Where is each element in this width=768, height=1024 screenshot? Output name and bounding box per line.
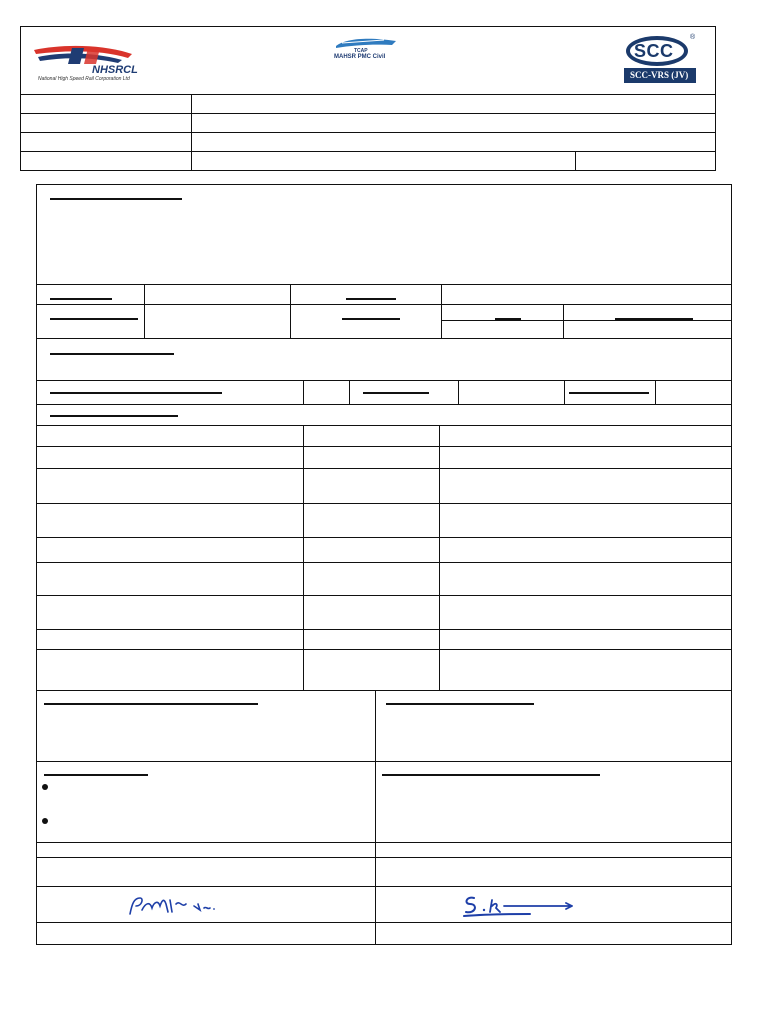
field-label-underline [50, 298, 112, 300]
section-heading-underline [44, 703, 258, 705]
checklist-row-divider [36, 503, 732, 504]
col-divider [144, 284, 145, 338]
row-divider [441, 320, 732, 321]
field-label-underline [346, 298, 396, 300]
header-divider [20, 94, 716, 95]
scc-logo-caption: SCC-VRS (JV) [630, 70, 689, 80]
signature-right [460, 892, 580, 920]
col-divider [458, 380, 459, 404]
col-divider [441, 284, 442, 338]
signature-left [124, 890, 224, 920]
checklist-row-divider [36, 595, 732, 596]
nhsrcl-logo-name: NHSRCL [92, 64, 138, 76]
section-heading-underline [50, 198, 182, 200]
field-label-underline [615, 318, 693, 320]
field-label-underline [50, 392, 222, 394]
row-divider [36, 857, 732, 858]
checklist-row-divider [36, 446, 732, 447]
field-label-underline [569, 392, 649, 394]
section-heading-underline [50, 353, 174, 355]
bullet-point [42, 784, 48, 790]
row-divider [36, 922, 732, 923]
header-col-divider-last-row [575, 151, 576, 171]
registered-mark-icon: ® [690, 34, 696, 41]
col-divider [303, 380, 304, 404]
handwritten-signature [460, 892, 580, 920]
checklist-row-divider [36, 562, 732, 563]
scc-logo [622, 34, 698, 86]
header-col-divider [191, 94, 192, 171]
col-divider [290, 284, 291, 338]
header-row-divider-1 [20, 113, 716, 114]
row-divider [36, 842, 732, 843]
col-divider [655, 380, 656, 404]
checklist-row-divider [36, 649, 732, 650]
handwritten-signature [124, 890, 224, 920]
section-heading-underline [386, 703, 534, 705]
row-divider [36, 380, 732, 381]
section-heading-underline [44, 774, 148, 776]
row-divider [36, 404, 732, 405]
tcap-logo-line2: MAHSR PMC Civil [334, 54, 386, 60]
col-divider [349, 380, 350, 404]
col-divider [563, 304, 564, 338]
checklist-row-divider [36, 425, 732, 426]
tcap-logo [330, 36, 402, 64]
checklist-row-divider [36, 537, 732, 538]
row-divider [36, 761, 732, 762]
scc-logo-name: SCC [634, 41, 674, 61]
tcap-logo-line1: TCAP [354, 48, 368, 54]
field-label-underline [495, 318, 521, 320]
checklist-row-divider [36, 690, 732, 691]
field-label-underline [342, 318, 400, 320]
checklist-row-divider [36, 629, 732, 630]
section-heading-underline [382, 774, 600, 776]
col-divider [564, 380, 565, 404]
nhsrcl-logo [32, 42, 142, 84]
checklist-col-divider [303, 425, 304, 690]
checklist-row-divider [36, 468, 732, 469]
section-heading-underline [50, 415, 178, 417]
checklist-col-divider [439, 425, 440, 690]
header-row-divider-2 [20, 132, 716, 133]
row-divider [36, 338, 732, 339]
signoff-col-divider [375, 690, 376, 945]
header-row-divider-3 [20, 151, 716, 152]
bullet-point [42, 818, 48, 824]
row-divider [36, 304, 732, 305]
field-label-underline [50, 318, 138, 320]
row-divider [36, 886, 732, 887]
row-divider [36, 284, 732, 285]
nhsrcl-logo-caption: National High Speed Rail Corporation Ltd [38, 76, 130, 82]
field-label-underline [363, 392, 429, 394]
